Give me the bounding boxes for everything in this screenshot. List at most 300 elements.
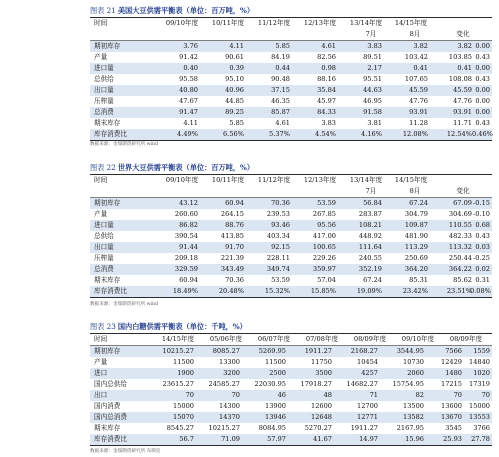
row-label: 进口	[94, 369, 108, 377]
table-cell: 15000	[469, 402, 490, 410]
table-cell: 85.31	[409, 276, 428, 284]
table-cell: 70	[481, 391, 490, 399]
table-cell: 82.56	[317, 53, 336, 61]
subheader-cell: 7月	[365, 30, 377, 38]
table-cell: 88.76	[225, 221, 244, 229]
table-cell: 3766	[473, 424, 490, 432]
row-label: 期初库存	[94, 347, 121, 355]
table-cell: 88.16	[317, 75, 336, 83]
table-row	[90, 401, 492, 412]
table-cell: 240.55	[358, 254, 382, 262]
table-cell: 4.61	[275, 119, 290, 127]
table-cell: 13553	[469, 413, 490, 421]
table-cell: -0.25	[473, 254, 490, 262]
table-cell: 95.10	[225, 75, 244, 83]
table-row	[90, 96, 492, 107]
table-cell: 0.02	[475, 265, 490, 273]
table-cell: 95.56	[317, 221, 336, 229]
subheader-cell: 8月	[409, 187, 421, 195]
row-label: 总消费	[94, 108, 114, 116]
header-cell: 10/11年度	[211, 176, 245, 184]
row-label: 期初库存	[94, 42, 121, 50]
subheader-cell: 7月	[365, 187, 377, 195]
header-cell: 时间	[94, 176, 108, 184]
table-cell: 46.95	[363, 97, 382, 105]
table-cell: 11750	[311, 358, 332, 366]
table-row	[90, 357, 492, 368]
header-cell: 09/10年度	[165, 176, 199, 184]
table-cell: 47.76	[409, 97, 428, 105]
table-cell: 14.97	[359, 435, 378, 443]
table-cell: 17319	[469, 380, 490, 388]
table-cell: 57.04	[317, 276, 336, 284]
table-cell: 12600	[311, 402, 332, 410]
table-cell: 53.59	[271, 276, 290, 284]
table-cell: 44.63	[363, 86, 382, 94]
table-cell: 0.39	[229, 64, 244, 72]
table-cell: 60.94	[225, 199, 244, 207]
row-label: 总供给	[94, 75, 114, 83]
header-cell: 14/15年度	[394, 19, 428, 27]
row-label: 压榨量	[94, 97, 114, 105]
table-cell: 14300	[219, 402, 240, 410]
subheader-cell: 变化	[456, 187, 470, 195]
table-cell: 304.79	[404, 210, 428, 218]
table-cell: 4257	[361, 369, 378, 377]
row-label: 国内消费	[94, 402, 121, 410]
row-label: 产量	[94, 210, 108, 218]
row-label: 库存消费比	[94, 130, 127, 138]
table-cell: 93.91	[453, 108, 472, 116]
table-cell: 13670	[441, 413, 462, 421]
table-cell: 11.71	[453, 119, 472, 127]
table-cell: 4.16%	[361, 130, 382, 138]
table-cell: 1020	[473, 369, 490, 377]
table-cell: 70	[185, 391, 194, 399]
table-row	[90, 346, 492, 357]
table-number: 图表 23	[90, 322, 116, 331]
table-cell: 12700	[357, 402, 378, 410]
table-cell: 283.87	[358, 210, 382, 218]
row-label: 进口量	[94, 64, 114, 72]
table-cell: 91.58	[363, 108, 382, 116]
table-cell: 13500	[403, 402, 424, 410]
header-cell: 时间	[94, 335, 108, 343]
table-cell: 12.54%	[446, 130, 472, 138]
table-cell: 2500	[269, 369, 286, 377]
table-cell: 85.62	[453, 276, 472, 284]
row-label: 国内总消费	[94, 413, 127, 421]
header-cell: 11/12年度	[257, 19, 291, 27]
bottom-rule	[90, 445, 492, 446]
table-cell: 113.32	[448, 243, 472, 251]
table-title-text: 国内白糖供需平衡表（单位：千吨，%）	[117, 322, 247, 331]
table-cell: 53.59	[317, 199, 336, 207]
table-cell: -0.10	[473, 210, 490, 218]
table-cell: 3500	[315, 369, 332, 377]
table-cell: 0.43	[475, 119, 490, 127]
table-cell: 91.70	[225, 243, 244, 251]
table-cell: 89.25	[225, 108, 244, 116]
subheader-cell: 变化	[456, 30, 470, 38]
table-cell: 304.69	[448, 210, 472, 218]
table-row	[90, 209, 492, 220]
table-cell: 5270.27	[304, 424, 332, 432]
table-cell: 25.93	[443, 435, 462, 443]
table-cell: 2168.27	[350, 347, 378, 355]
table-cell: 7566	[445, 347, 462, 355]
row-label: 库存消费比	[94, 435, 127, 443]
table-row	[90, 368, 492, 379]
table-cell: 85.87	[271, 108, 290, 116]
header-cell: 08/09年度	[449, 335, 483, 343]
table-cell: 46	[277, 391, 286, 399]
table-cell: 14682.27	[346, 380, 378, 388]
table-cell: 12771	[357, 413, 378, 421]
table-cell: 364.20	[404, 265, 428, 273]
table-cell: 5.85	[229, 119, 244, 127]
table-cell: 364.22	[448, 265, 472, 273]
table-cell: 3.76	[183, 42, 198, 50]
table-row	[90, 129, 492, 140]
table-cell: 0.31	[475, 276, 490, 284]
table-cell: 3.81	[367, 119, 382, 127]
table-header-row	[90, 175, 492, 186]
table-cell: 2.17	[367, 64, 382, 72]
table-cell: 2167.95	[396, 424, 424, 432]
table-cell: 93.46	[271, 221, 290, 229]
table-cell: 1480	[445, 369, 462, 377]
table-cell: 45.59	[409, 86, 428, 94]
table-row	[90, 74, 492, 85]
table-cell: 8085.27	[212, 347, 240, 355]
table-cell: 103.42	[404, 53, 428, 61]
table-cell: 2060	[407, 369, 424, 377]
table-cell: 11500	[265, 358, 286, 366]
table-cell: 8545.27	[166, 424, 194, 432]
table-cell: 13900	[265, 402, 286, 410]
table-cell: 0.44	[275, 64, 290, 72]
table-cell: 91.47	[179, 108, 198, 116]
table-header-row	[90, 334, 492, 345]
table-cell: 84.33	[317, 108, 336, 116]
table-cell: 103.85	[448, 53, 472, 61]
table-cell: 221.39	[220, 254, 244, 262]
table-cell: 41.67	[313, 435, 332, 443]
header-cell: 08/09年度	[353, 335, 387, 343]
table-cell: 1911.27	[304, 347, 332, 355]
table-cell: 4.49%	[177, 130, 198, 138]
table-cell: 56.84	[363, 199, 382, 207]
table-row	[90, 41, 492, 52]
table-row	[90, 52, 492, 63]
table-cell: 4.11	[183, 119, 198, 127]
table-cell: 10454	[357, 358, 378, 366]
table-cell: 15.32%	[264, 287, 290, 295]
table-cell: 482.33	[448, 232, 472, 240]
table-cell: 27.78	[471, 435, 490, 443]
table-cell: 113.29	[404, 243, 428, 251]
table-cell: 35.84	[317, 86, 336, 94]
table-cell: 15000	[173, 402, 194, 410]
table-header-row	[90, 18, 492, 29]
table-row	[90, 107, 492, 118]
row-label: 产量	[94, 53, 108, 61]
bottom-rule	[90, 297, 492, 298]
table-cell: 228.11	[266, 254, 290, 262]
table-cell: 0.43	[475, 53, 490, 61]
table-cell: 260.60	[174, 210, 198, 218]
table-cell: 0.68	[475, 221, 490, 229]
table-cell: 45.97	[317, 97, 336, 105]
table-cell: 4.54%	[315, 130, 336, 138]
table-cell: 40.96	[225, 86, 244, 94]
table-cell: 91.44	[179, 243, 198, 251]
table-cell: 47.67	[179, 97, 198, 105]
table-cell: 47.76	[453, 97, 472, 105]
table-cell: 89.51	[363, 53, 382, 61]
table-title	[90, 6, 254, 16]
table-cell: 15754.95	[392, 380, 424, 388]
table-cell: 14840	[469, 358, 490, 366]
source-note: 数据来源：金瑞期货研究所 wind	[90, 302, 158, 307]
row-label: 库存消费比	[94, 287, 127, 295]
table-cell: 24585.27	[208, 380, 240, 388]
table-cell: 3200	[223, 369, 240, 377]
table-cell: 448.92	[358, 232, 382, 240]
table-cell: 1559	[473, 347, 490, 355]
table-cell: 13300	[219, 358, 240, 366]
table-title-text: 世界大豆供需平衡表（单位：百万吨，%）	[117, 163, 255, 172]
table-cell: 264.15	[220, 210, 244, 218]
table-cell: 5.37%	[269, 130, 290, 138]
table-cell: 40.80	[179, 86, 198, 94]
header-cell: 10/11年度	[211, 19, 245, 27]
table-cell: 57.97	[267, 435, 286, 443]
table-cell: 90.48	[271, 75, 290, 83]
table-cell: 0.43	[475, 75, 490, 83]
header-cell: 时间	[94, 19, 108, 27]
row-label: 出口	[94, 391, 108, 399]
table-cell: 417.00	[312, 232, 336, 240]
table-cell: 0.41	[457, 64, 472, 72]
table-row	[90, 85, 492, 96]
header-cell: 12/13年度	[303, 19, 337, 27]
table-cell: 343.49	[220, 265, 244, 273]
row-label: 压榨量	[94, 254, 114, 262]
table-cell: 0.43	[475, 232, 490, 240]
table-cell: 22030.95	[254, 380, 286, 388]
table-cell: 0.40	[183, 64, 198, 72]
table-cell: 93.91	[409, 108, 428, 116]
header-cell: 13/14年度	[349, 176, 383, 184]
table-row	[90, 220, 492, 231]
table-cell: 95.58	[179, 75, 198, 83]
table-cell: 56.7	[179, 435, 194, 443]
table-cell: 86.82	[179, 221, 198, 229]
table-cell: 6.56%	[223, 130, 244, 138]
table-number: 图表 22	[90, 163, 116, 172]
table-cell: 5.85	[275, 42, 290, 50]
table-cell: 48	[323, 391, 332, 399]
table-row	[90, 379, 492, 390]
table-cell: 15.85%	[310, 287, 336, 295]
table-row	[90, 264, 492, 275]
table-world-soybean	[90, 163, 492, 301]
table-cell: 17215	[441, 380, 462, 388]
table-cell: 19.09%	[356, 287, 382, 295]
table-cell: 0.00	[475, 42, 490, 50]
header-cell: 09/10年度	[165, 19, 199, 27]
table-cell: 46.35	[271, 97, 290, 105]
table-cell: 3544.95	[396, 347, 424, 355]
table-cell: 403.34	[266, 232, 290, 240]
row-label: 期末库存	[94, 119, 121, 127]
subheader-cell: 8月	[409, 30, 421, 38]
table-cell: 100.65	[312, 243, 336, 251]
table-cell: 329.59	[174, 265, 198, 273]
table-cell: 0.08%	[470, 287, 491, 295]
table-cell: 352.19	[358, 265, 382, 273]
table-cell: 18.49%	[172, 287, 198, 295]
table-row	[90, 412, 492, 423]
table-cell: 0.00	[475, 108, 490, 116]
table-cell: 84.19	[271, 53, 290, 61]
header-cell: 05/06年度	[209, 335, 243, 343]
table-row	[90, 242, 492, 253]
table-cell: 11.28	[409, 119, 428, 127]
table-subheader-row	[90, 29, 492, 39]
table-cell: 95.51	[363, 75, 382, 83]
table-cell: -0.15	[473, 199, 490, 207]
table-cell: 12429	[441, 358, 462, 366]
table-cell: 349.74	[266, 265, 290, 273]
table-cell: 71.09	[221, 435, 240, 443]
header-cell: 11/12年度	[257, 176, 291, 184]
table-cell: 23.51%	[446, 287, 472, 295]
table-cell: 108.21	[358, 221, 382, 229]
table-cell: 15.96	[405, 435, 424, 443]
table-cell: 12.08%	[402, 130, 428, 138]
header-cell: 14/15年度	[161, 335, 195, 343]
table-cell: 109.87	[404, 221, 428, 229]
table-cell: 37.15	[271, 86, 290, 94]
table-title-text: 美国大豆供需平衡表（单位：百万吨，%）	[117, 6, 255, 15]
header-cell: 13/14年度	[349, 19, 383, 27]
table-cell: 481.90	[404, 232, 428, 240]
table-cell: 107.65	[404, 75, 428, 83]
row-label: 期初库存	[94, 199, 121, 207]
table-row	[90, 286, 492, 297]
table-cell: 13582	[403, 413, 424, 421]
table-cell: 229.26	[312, 254, 336, 262]
table-cell: 23615.27	[162, 380, 194, 388]
table-cell: 108.08	[448, 75, 472, 83]
table-cell: 3.82	[457, 42, 472, 50]
row-label: 出口量	[94, 86, 114, 94]
table-cell: 0.03	[475, 243, 490, 251]
row-label: 国内总供给	[94, 380, 127, 388]
source-note: 数据来源：金瑞期货研究所 wind	[90, 142, 158, 147]
table-cell: 8084.95	[258, 424, 286, 432]
table-cell: 70.36	[225, 276, 244, 284]
table-cell: 82	[415, 391, 424, 399]
table-cell: 209.18	[174, 254, 198, 262]
table-cell: 3.83	[321, 119, 336, 127]
table-cell: 3.83	[367, 42, 382, 50]
source-note: 数据来源：金瑞期货研究所 布瑞克	[90, 449, 161, 454]
row-label: 出口量	[94, 243, 114, 251]
table-cell: 1900	[177, 369, 194, 377]
table-cell: 5269.95	[258, 347, 286, 355]
table-row	[90, 63, 492, 74]
table-row	[90, 198, 492, 209]
table-cell: 0.00	[475, 97, 490, 105]
table-cell: 4.61	[321, 42, 336, 50]
header-cell: 12/13年度	[303, 176, 337, 184]
table-cell: 250.69	[404, 254, 428, 262]
table-row	[90, 434, 492, 445]
table-title	[90, 322, 247, 332]
table-cell: 3545	[445, 424, 462, 432]
table-row	[90, 275, 492, 286]
table-cell: 11500	[173, 358, 194, 366]
table-subheader-row	[90, 186, 492, 196]
header-cell: 07/08年度	[305, 335, 339, 343]
row-label: 总消费	[94, 265, 114, 273]
table-cell: 239.53	[266, 210, 290, 218]
table-cell: 0.00	[475, 64, 490, 72]
table-cell: 3.82	[413, 42, 428, 50]
table-cell: 60.94	[179, 276, 198, 284]
table-cell: 17918.27	[300, 380, 332, 388]
table-cell: 359.97	[312, 265, 336, 273]
table-cell: 267.85	[312, 210, 336, 218]
table-domestic-sugar	[90, 322, 492, 449]
table-cell: 413.85	[220, 232, 244, 240]
table-cell: 70	[231, 391, 240, 399]
table-cell: 20.48%	[218, 287, 244, 295]
table-cell: 10215.27	[208, 424, 240, 432]
row-label: 进口量	[94, 221, 114, 229]
table-cell: 44.85	[225, 97, 244, 105]
table-cell: 0.00	[475, 86, 490, 94]
table-cell: 4.11	[229, 42, 244, 50]
table-cell: 0.98	[321, 64, 336, 72]
table-cell: 0.46%	[472, 130, 493, 138]
row-label: 产量	[94, 358, 108, 366]
table-cell: 23.42%	[402, 287, 428, 295]
table-cell: 92.15	[271, 243, 290, 251]
table-cell: 14370	[219, 413, 240, 421]
table-cell: 67.24	[409, 199, 428, 207]
table-cell: 13946	[265, 413, 286, 421]
table-cell: 10215.27	[162, 347, 194, 355]
table-row	[90, 253, 492, 264]
table-cell: 12648	[311, 413, 332, 421]
header-cell: 09/10年度	[401, 335, 435, 343]
row-label: 期末库存	[94, 276, 121, 284]
table-row	[90, 118, 492, 129]
table-cell: 45.59	[453, 86, 472, 94]
table-cell: 250.44	[448, 254, 472, 262]
table-row	[90, 390, 492, 401]
table-cell: 0.41	[413, 64, 428, 72]
table-row	[90, 231, 492, 242]
header-cell: 06/07年度	[257, 335, 291, 343]
table-cell: 67.24	[363, 276, 382, 284]
table-cell: 43.12	[179, 199, 198, 207]
